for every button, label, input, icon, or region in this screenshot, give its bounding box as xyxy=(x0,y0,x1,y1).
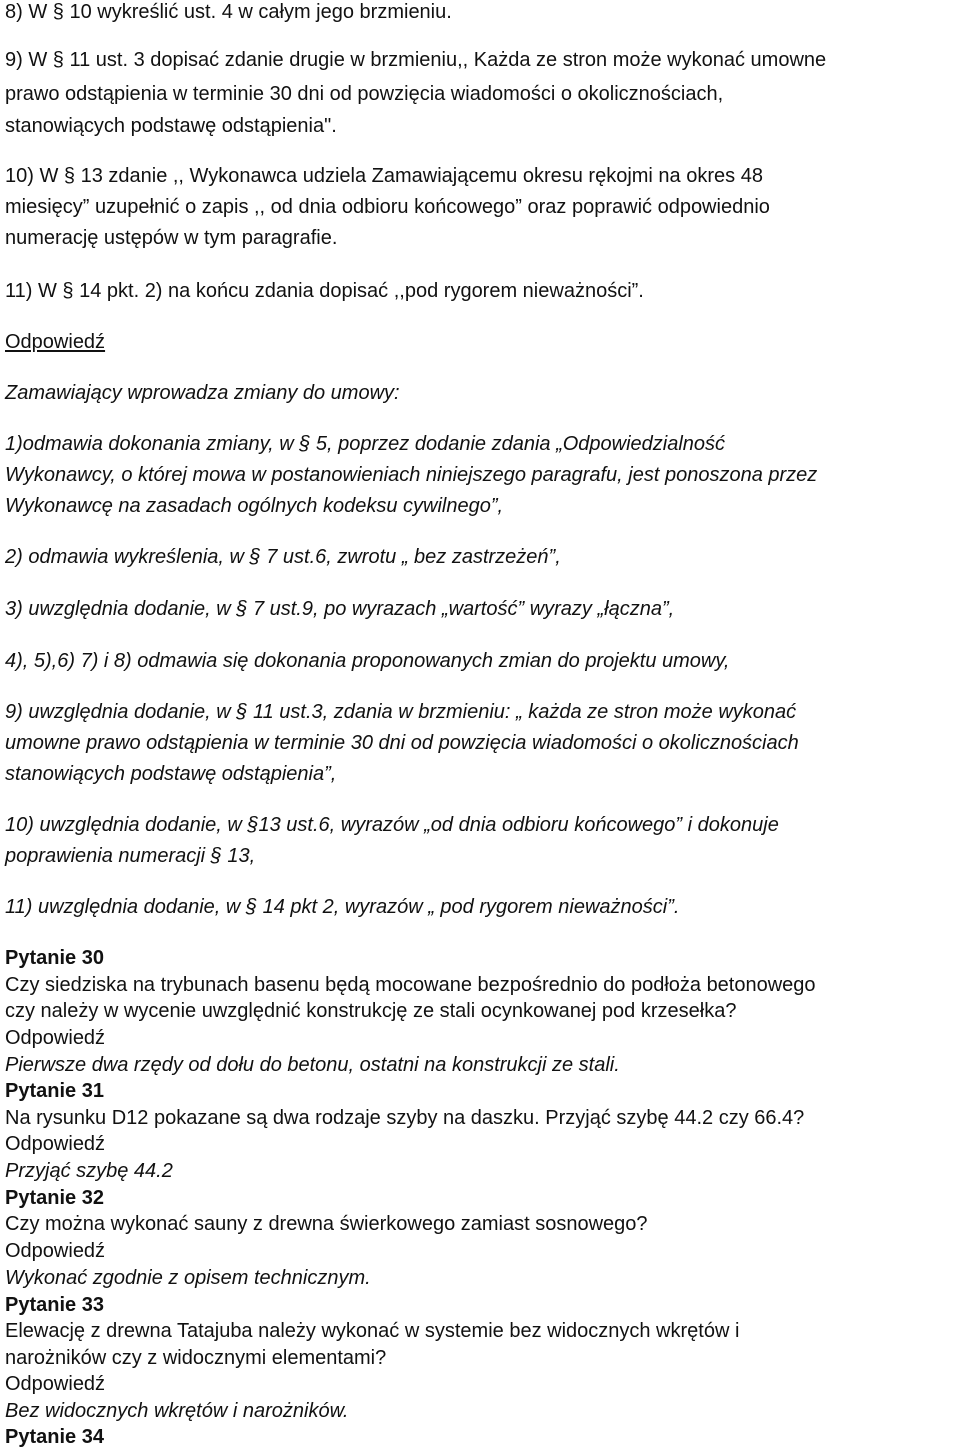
item-10-line-3: numerację ustępów w tym paragrafie. xyxy=(5,227,338,249)
question-32-title: Pytanie 32 xyxy=(5,1187,104,1209)
answer-item-1-line-2: Wykonawcy, o której mowa w postanowieniach niniejszego paragrafu, jest ponoszona przez xyxy=(5,464,818,486)
question-30-answer-label: Odpowiedź xyxy=(5,1027,106,1049)
item-10-line-1: 10) W § 13 zdanie ,, Wykonawca udziela Zamawiającemu okresu rękojmi na okres 48 xyxy=(5,165,763,187)
question-32-text-line-1: Czy można wykonać sauny z drewna świerkowego zamiast sosnowego? xyxy=(5,1213,648,1235)
question-32-answer: Wykonać zgodnie z opisem technicznym. xyxy=(5,1267,371,1289)
answer-item-4-line-1: 4), 5),6) 7) i 8) odmawia się dokonania proponowanych zmian do projektu umowy, xyxy=(5,650,730,672)
answer-item-9-line-1: 9) uwzględnia dodanie, w § 11 ust.3, zdania w brzmieniu: „ każda ze stron może wykonać xyxy=(5,701,797,723)
question-33-text-line-2: narożników czy z widocznymi elementami? xyxy=(5,1347,387,1369)
answer-intro: Zamawiający wprowadza zmiany do umowy: xyxy=(5,382,400,404)
item-8-line-1: 8) W § 10 wykreślić ust. 4 w całym jego brzmieniu. xyxy=(5,1,452,23)
answer-item-9-line-3: stanowiących podstawę odstąpienia”, xyxy=(5,763,337,785)
question-33-answer-label: Odpowiedź xyxy=(5,1373,106,1395)
answer-item-10-line-2: poprawienia numeracji § 13, xyxy=(5,845,256,867)
question-33-title: Pytanie 33 xyxy=(5,1294,104,1316)
answer-item-2-line-1: 2) odmawia wykreślenia, w § 7 ust.6, zwrotu „ bez zastrzeżeń”, xyxy=(5,546,561,568)
item-9-line-1: 9) W § 11 ust. 3 dopisać zdanie drugie w brzmieniu,, Każda ze stron może wykonać umowne xyxy=(5,49,827,71)
question-31-text-line-1: Na rysunku D12 pokazane są dwa rodzaje szyby na daszku. Przyjąć szybę 44.2 czy 66.4? xyxy=(5,1107,805,1129)
question-30-text-line-2: czy należy w wycenie uwzględnić konstrukcję ze stali ocynkowanej pod krzesełka? xyxy=(5,1000,737,1022)
question-30-answer: Pierwsze dwa rzędy od dołu do betonu, ostatni na konstrukcji ze stali. xyxy=(5,1054,620,1076)
question-31-title: Pytanie 31 xyxy=(5,1080,104,1102)
answer-item-1-line-3: Wykonawcę na zasadach ogólnych kodeksu cywilnego”, xyxy=(5,495,504,517)
question-33-answer: Bez widocznych wkrętów i narożników. xyxy=(5,1400,349,1422)
item-10-line-2: miesięcy” uzupełnić o zapis ,, od dnia odbioru końcowego” oraz poprawić odpowiednio xyxy=(5,196,770,218)
answer-item-10-line-1: 10) uwzględnia dodanie, w §13 ust.6, wyrazów „od dnia odbioru końcowego” i dokonuje xyxy=(5,814,779,836)
question-32-answer-label: Odpowiedź xyxy=(5,1240,106,1262)
question-33-text-line-1: Elewację z drewna Tatajuba należy wykonać w systemie bez widocznych wkrętów i xyxy=(5,1320,740,1342)
answer-item-1-line-1: 1)odmawia dokonania zmiany, w § 5, poprzez dodanie zdania „Odpowiedzialność xyxy=(5,433,726,455)
question-34-title: Pytanie 34 xyxy=(5,1426,104,1448)
answer-item-9-line-2: umowne prawo odstąpienia w terminie 30 dni od powzięcia wiadomości o okolicznościach xyxy=(5,732,799,754)
answer-item-3-line-1: 3) uwzględnia dodanie, w § 7 ust.9, po wyrazach „wartość” wyrazy „łączna”, xyxy=(5,598,675,620)
question-31-answer: Przyjąć szybę 44.2 xyxy=(5,1160,173,1182)
item-9-line-2: prawo odstąpienia w terminie 30 dni od powzięcia wiadomości o okolicznościach, xyxy=(5,83,724,105)
item-11-line-1: 11) W § 14 pkt. 2) na końcu zdania dopisać ,,pod rygorem nieważności”. xyxy=(5,280,644,302)
answer-item-11-line-1: 11) uwzględnia dodanie, w § 14 pkt 2, wyrazów „ pod rygorem nieważności”. xyxy=(5,896,680,918)
item-9-line-3: stanowiących podstawę odstąpienia". xyxy=(5,115,337,137)
answer-heading: Odpowiedź xyxy=(5,331,106,353)
question-30-title: Pytanie 30 xyxy=(5,947,104,969)
question-31-answer-label: Odpowiedź xyxy=(5,1133,106,1155)
question-30-text-line-1: Czy siedziska na trybunach basenu będą mocowane bezpośrednio do podłoża betonowego xyxy=(5,974,816,996)
